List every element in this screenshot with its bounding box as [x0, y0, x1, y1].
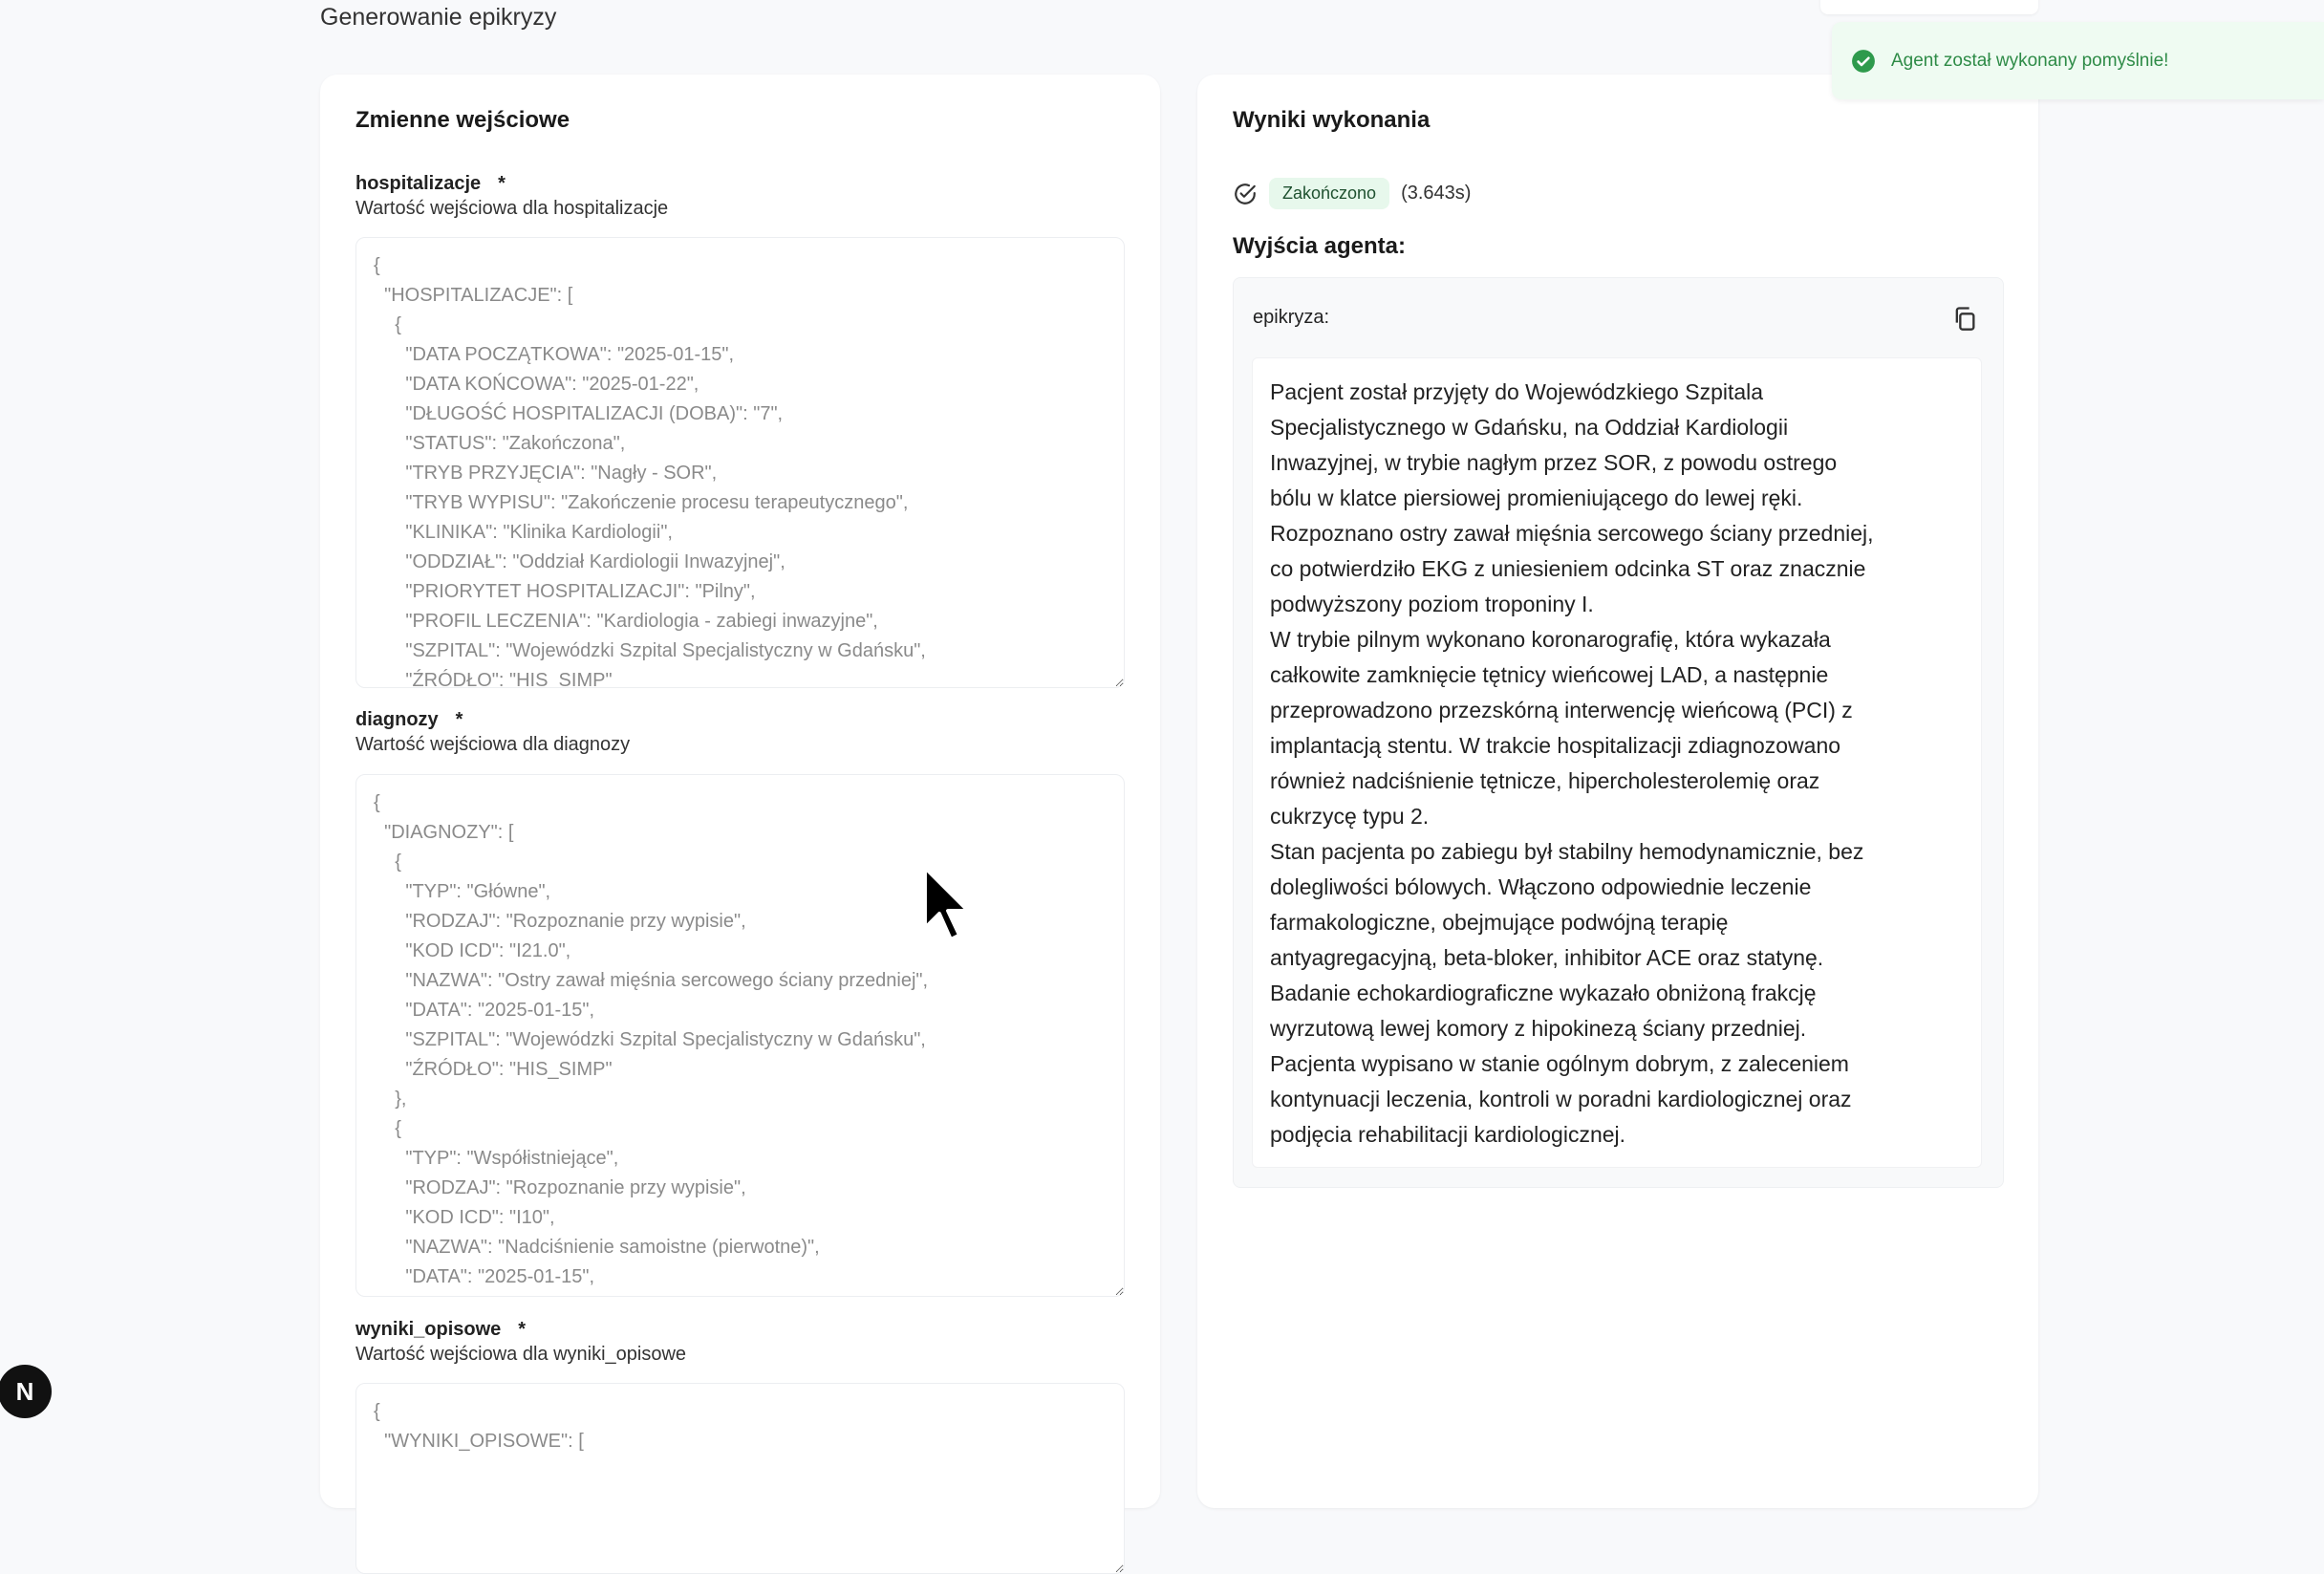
output-line: Rozpoznano ostry zawał mięśnia sercowego ściany przedniej, [1270, 521, 1874, 546]
output-line: cukrzycę typu 2. [1270, 804, 1430, 829]
output-line: implantacją stentu. W trakcie hospitalizacji zdiagnozowano [1270, 733, 1841, 758]
output-line: W trybie pilnym wykonano koronarografię, która wykazała [1270, 627, 1831, 652]
field-description: Wartość wejściowa dla hospitalizacje [355, 198, 669, 219]
output-key: epikryza: [1253, 307, 1330, 328]
output-box [1233, 277, 2004, 1188]
output-line: również nadciśnienie tętnicze, hipercholesterolemię oraz [1270, 768, 1820, 793]
required-mark: * [518, 1319, 527, 1340]
output-line: Stan pacjenta po zabiegu był stabilny hemodynamicznie, bez [1270, 839, 1864, 864]
output-line: wyrzutową lewej komory z hipokinezą ściany przedniej. [1270, 1016, 1807, 1041]
field-name: diagnozy [355, 709, 439, 730]
output-line: dolegliwości bólowych. Włączono odpowiednie leczenie [1270, 874, 1812, 899]
success-check-icon [1851, 49, 1876, 74]
toast-message: Agent został wykonany pomyślnie! [1891, 50, 2169, 71]
field-name: wyniki_opisowe [355, 1319, 502, 1340]
status-badge: Zakończono [1269, 178, 1389, 209]
header-chip[interactable] [1820, 0, 2038, 14]
field-label-wyniki-opisowe [355, 1319, 526, 1341]
execution-duration: (3.643s) [1401, 183, 1472, 204]
success-toast [1832, 22, 2324, 99]
field-description: Wartość wejściowa dla diagnozy [355, 734, 631, 755]
input-variables-card [320, 75, 1160, 1508]
results-title: Wyniki wykonania [1233, 107, 1431, 133]
output-line: Pacjenta wypisano w stanie ogólnym dobrym, z zaleceniem [1270, 1051, 1849, 1076]
hospitalizacje-input[interactable] [355, 237, 1125, 688]
output-line: podjęcia rehabilitacji kardiologicznej. [1270, 1122, 1626, 1147]
output-line: podwyższony poziom troponiny I. [1270, 592, 1594, 616]
results-card [1197, 75, 2038, 1508]
output-line: Specjalistycznego w Gdańsku, na Oddział Kardiologii [1270, 415, 1789, 440]
output-line: bólu w klatce piersiowej promieniującego do lewej ręki. [1270, 485, 1803, 510]
dev-tools-badge[interactable]: N [0, 1365, 52, 1418]
wyniki-opisowe-input[interactable] [355, 1383, 1125, 1574]
diagnozy-input[interactable] [355, 774, 1125, 1297]
field-label-hospitalizacje [355, 173, 506, 195]
output-line: kontynuacji leczenia, kontroli w poradni kardiologicznej oraz [1270, 1087, 1852, 1111]
output-line: Badanie echokardiograficzne wykazało obniżoną frakcję [1270, 981, 1817, 1005]
output-line: przeprowadzono przezskórną interwencję wieńcową (PCI) z [1270, 698, 1853, 722]
field-label-diagnozy [355, 709, 463, 731]
copy-icon[interactable] [1951, 305, 1978, 332]
agent-outputs-title: Wyjścia agenta: [1233, 233, 1406, 259]
status-row [1233, 178, 1471, 209]
field-description: Wartość wejściowa dla wyniki_opisowe [355, 1344, 687, 1365]
input-variables-title: Zmienne wejściowe [355, 107, 570, 133]
output-line: antyagregacyjną, beta-bloker, inhibitor ACE oraz statynę. [1270, 945, 1824, 970]
page-title: Generowanie epikryzy [320, 4, 557, 31]
mouse-cursor-icon [919, 865, 977, 951]
output-line: Inwazyjnej, w trybie nagłym przez SOR, z powodu ostrego [1270, 450, 1838, 475]
field-name: hospitalizacje [355, 173, 482, 194]
output-line: całkowite zamknięcie tętnicy wieńcowej LAD, a następnie [1270, 662, 1829, 687]
output-line: farmakologiczne, obejmujące podwójną terapię [1270, 910, 1729, 935]
check-circle-icon [1233, 182, 1258, 206]
output-line: Pacjent został przyjęty do Wojewódzkiego Szpitala [1270, 379, 1764, 404]
epikryza-output-text [1252, 357, 1982, 1168]
required-mark: * [455, 709, 463, 730]
required-mark: * [498, 173, 506, 194]
output-line: co potwierdziło EKG z uniesieniem odcinka ST oraz znacznie [1270, 556, 1866, 581]
